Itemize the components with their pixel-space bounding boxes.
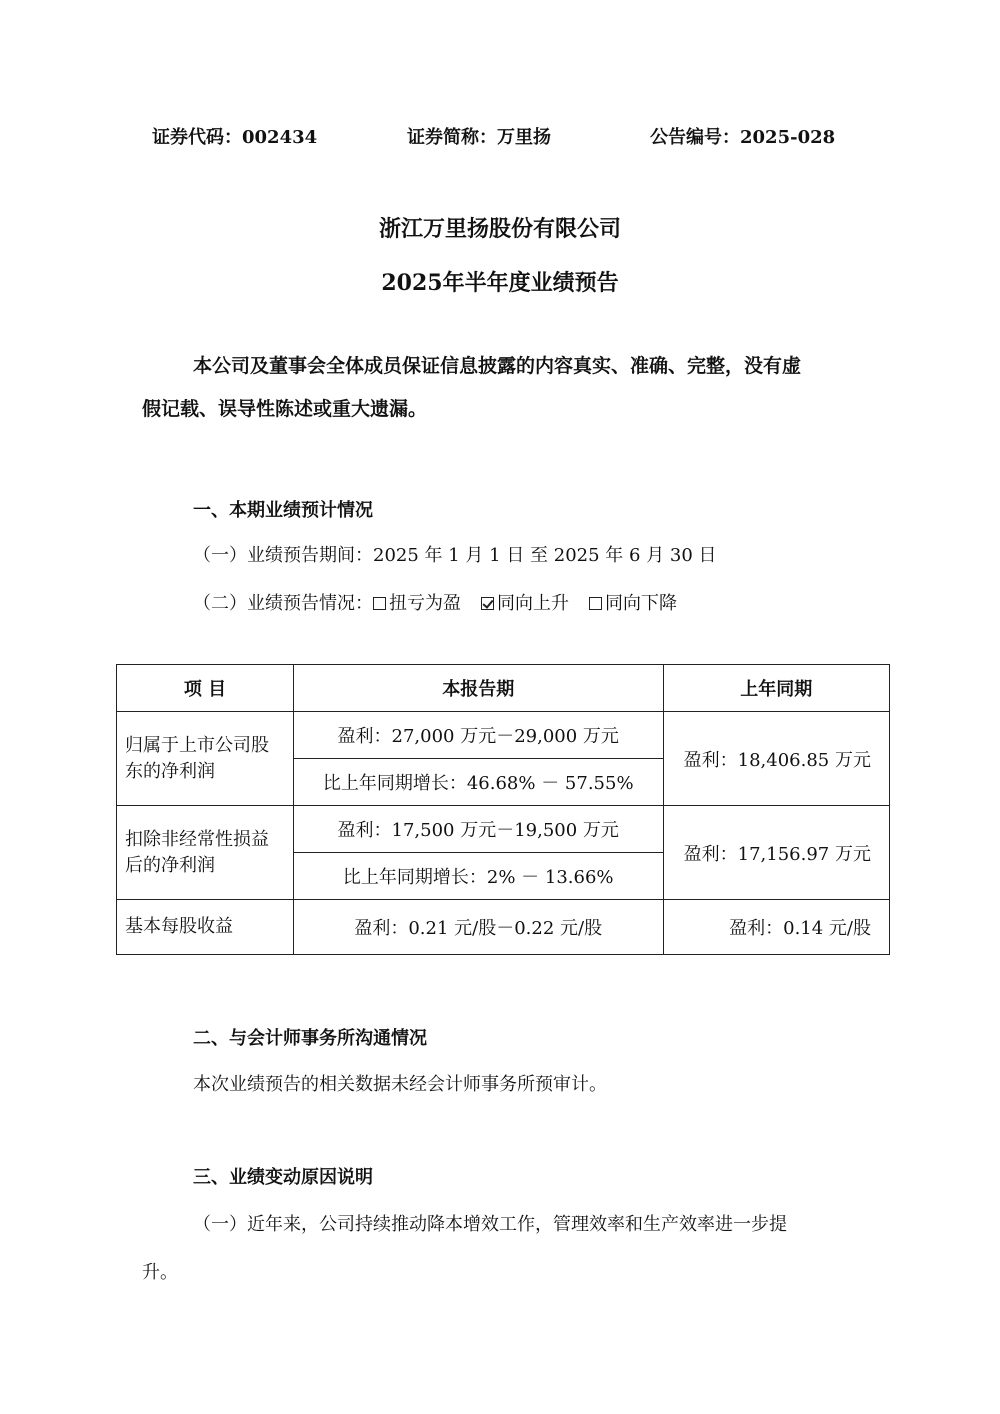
row-current-value: 盈利：0.21 元/股－0.22 元/股 — [293, 900, 663, 955]
security-short-name: 证券简称：万里扬 — [407, 127, 551, 148]
forecast-status-label: （二）业绩预告情况： — [193, 593, 373, 614]
header-prior-period: 上年同期 — [663, 665, 889, 712]
section-1-heading: 一、本期业绩预计情况 — [193, 500, 373, 521]
section-2-heading: 二、与会计师事务所沟通情况 — [193, 1028, 427, 1049]
option-decrease: 同向下降 — [589, 589, 677, 615]
row-item-label: 归属于上市公司股东的净利润 — [117, 712, 294, 806]
row-current-value: 盈利：27,000 万元－29,000 万元 — [293, 712, 663, 759]
section-3-line-1: （一）近年来，公司持续推动降本增效工作，管理效率和生产效率进一步提 — [193, 1214, 787, 1235]
security-code: 证券代码：002434 — [152, 127, 318, 148]
notice-number: 公告编号：2025-028 — [650, 127, 836, 148]
table-row — [117, 900, 890, 955]
row-prior-value: 盈利：18,406.85 万元 — [663, 712, 889, 806]
header-item: 项 目 — [117, 665, 294, 712]
forecast-status — [193, 589, 697, 615]
forecast-period: （一）业绩预告期间：2025 年 1 月 1 日 至 2025 年 6 月 30 日 — [193, 545, 717, 566]
row-prior-value: 盈利：17,156.97 万元 — [663, 806, 889, 900]
company-name: 浙江万里扬股份有限公司 — [378, 216, 621, 242]
section-3-line-2: 升。 — [142, 1262, 178, 1283]
document-title: 2025年半年度业绩预告 — [381, 270, 619, 296]
row-item-label: 基本每股收益 — [117, 900, 294, 955]
header-current-period: 本报告期 — [293, 665, 663, 712]
statement-line-2: 假记载、误导性陈述或重大遗漏。 — [142, 398, 428, 420]
section-2-text: 本次业绩预告的相关数据未经会计师事务所预审计。 — [193, 1074, 607, 1095]
option-increase: 同向上升 — [481, 589, 569, 615]
table-row — [117, 712, 890, 759]
row-current-value: 盈利：17,500 万元－19,500 万元 — [293, 806, 663, 853]
section-3-heading: 三、业绩变动原因说明 — [193, 1167, 373, 1188]
statement-line-1: 本公司及董事会全体成员保证信息披露的内容真实、准确、完整，没有虚 — [193, 355, 802, 377]
row-growth-value: 比上年同期增长：46.68% － 57.55% — [293, 759, 663, 806]
option-turnaround: 扭亏为盈 — [373, 589, 461, 615]
checkbox-empty-icon — [589, 597, 602, 610]
checkbox-checked-icon — [481, 597, 494, 610]
checkbox-empty-icon — [373, 597, 386, 610]
performance-forecast-table — [116, 664, 890, 955]
table-header-row — [117, 665, 890, 712]
table-row — [117, 806, 890, 853]
row-prior-value: 盈利：0.14 元/股 — [663, 900, 889, 955]
row-growth-value: 比上年同期增长：2% － 13.66% — [293, 853, 663, 900]
row-item-label: 扣除非经常性损益后的净利润 — [117, 806, 294, 900]
